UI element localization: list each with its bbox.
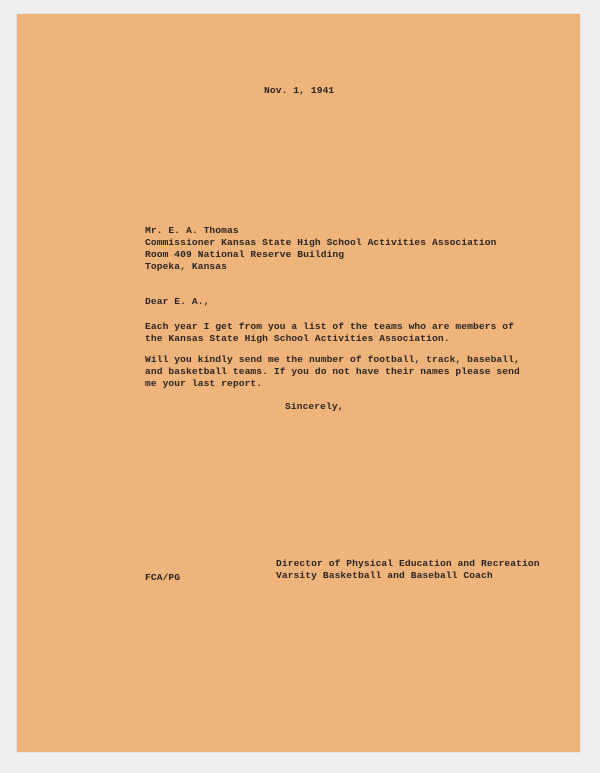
recipient-address-line: Room 409 National Reserve Building bbox=[145, 249, 345, 260]
typist-initials: FCA/PG bbox=[145, 572, 181, 583]
closing: Sincerely, bbox=[285, 401, 344, 412]
paragraph-2-line: and basketball teams. If you do not have their names please send bbox=[145, 366, 520, 377]
signature-block bbox=[276, 558, 540, 582]
salutation: Dear E. A., bbox=[145, 296, 210, 307]
paragraph-1-line: Each year I get from you a list of the teams who are members of bbox=[145, 321, 515, 332]
signature-title-line: Varsity Basketball and Baseball Coach bbox=[276, 570, 493, 581]
signature-title-line: Director of Physical Education and Recreation bbox=[276, 558, 540, 569]
paragraph-1 bbox=[145, 321, 514, 345]
paragraph-2 bbox=[145, 354, 520, 390]
recipient-city: Topeka, Kansas bbox=[145, 261, 228, 272]
recipient-title: Commissioner Kansas State High School Activities Association bbox=[145, 237, 497, 248]
recipient-name: Mr. E. A. Thomas bbox=[145, 225, 239, 236]
paragraph-2-line: me your last report. bbox=[145, 378, 263, 389]
letter-date: Nov. 1, 1941 bbox=[264, 85, 335, 96]
recipient-address bbox=[145, 225, 496, 273]
paragraph-2-line: Will you kindly send me the number of football, track, baseball, bbox=[145, 354, 520, 365]
paragraph-1-line: the Kansas State High School Activities Association. bbox=[145, 333, 450, 344]
